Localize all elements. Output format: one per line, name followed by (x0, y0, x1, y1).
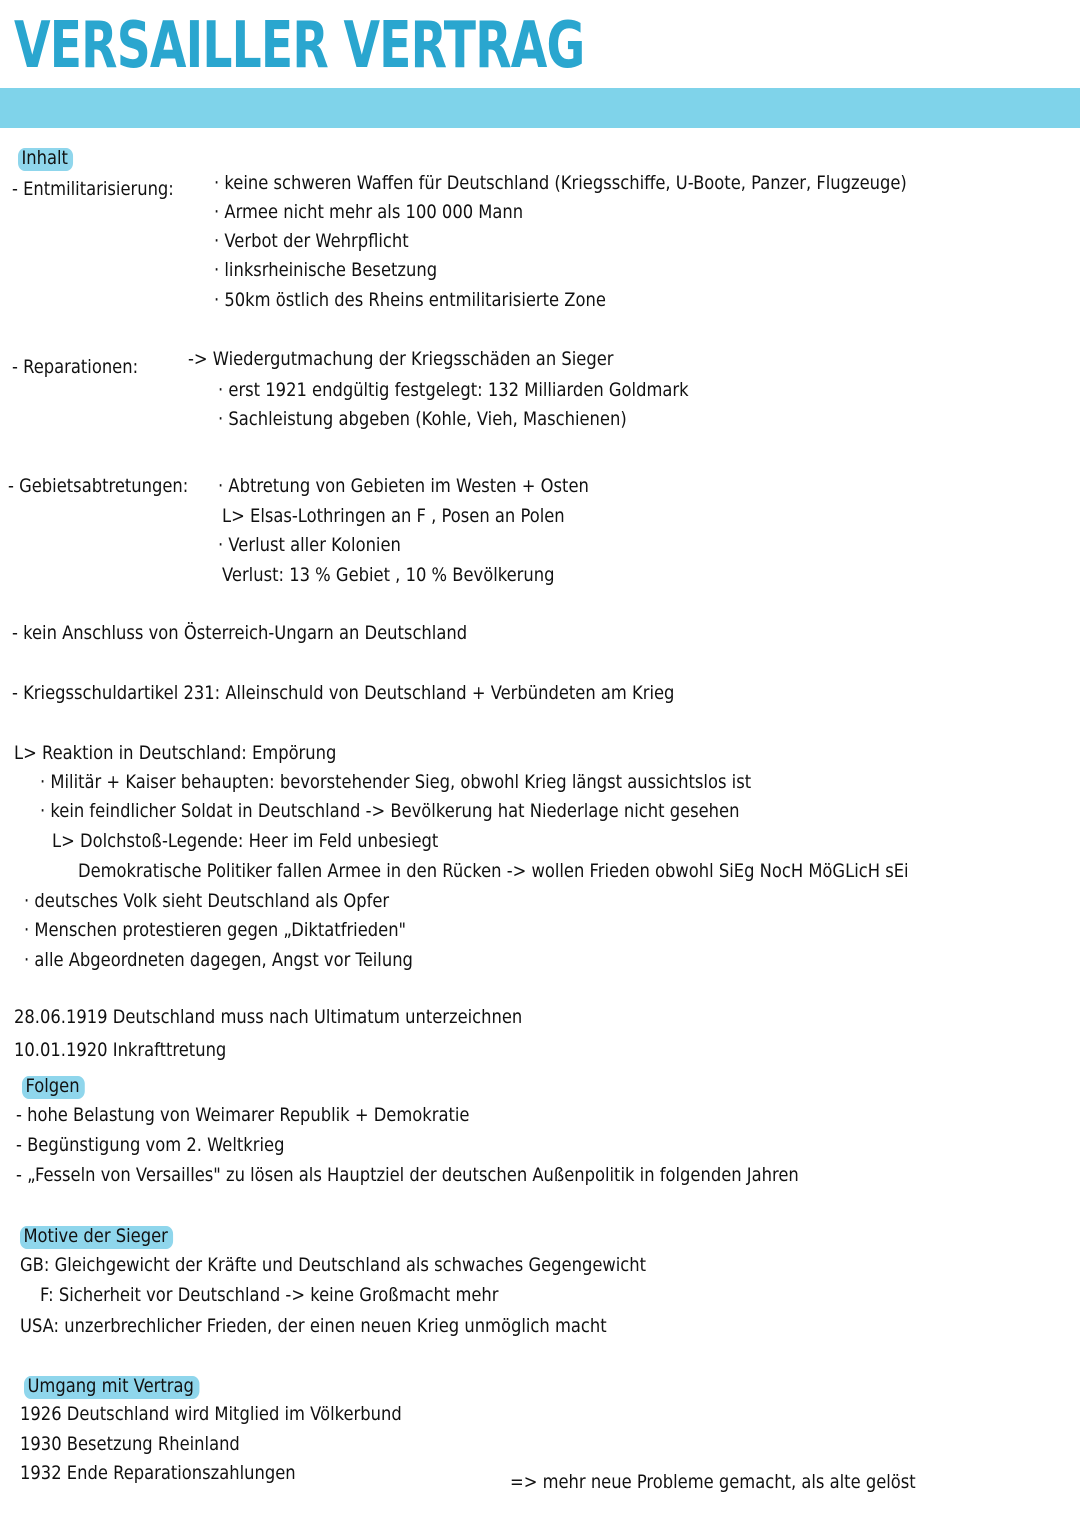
entmil-label: - Entmilitarisierung: (12, 178, 174, 200)
motive-item: F: Sicherheit vor Deutschland -> keine Großmacht mehr (40, 1284, 499, 1306)
motive-item: GB: Gleichgewicht der Kräfte und Deutschland als schwaches Gegengewicht (20, 1254, 647, 1276)
reaktion-line: Demokratische Politiker fallen Armee in den Rücken -> wollen Frieden obwohl SiEg NocH MöGLicH sEi (78, 860, 909, 882)
entmil-item: · linksrheinische Besetzung (214, 259, 438, 281)
reaktion-line: · alle Abgeordneten dagegen, Angst vor Teilung (24, 949, 413, 971)
umgang-item: 1930 Besetzung Rheinland (20, 1433, 240, 1455)
reaktion-line: · Militär + Kaiser behaupten: bevorstehender Sieg, obwohl Krieg längst aussichtslos ist (40, 771, 752, 793)
folgen-item: - hohe Belastung von Weimarer Republik + Demokratie (16, 1104, 470, 1126)
entmil-item: · 50km östlich des Rheins entmilitarisierte Zone (214, 289, 606, 311)
folgen-item: - „Fesseln von Versailles" zu lösen als Hauptziel der deutschen Außenpolitik in folgenden Jahren (16, 1164, 799, 1186)
reaktion-line: L> Dolchstoß-Legende: Heer im Feld unbesiegt (52, 830, 439, 852)
reparationen-item: · Sachleistung abgeben (Kohle, Vieh, Maschienen) (218, 408, 627, 430)
reaktion-line: · kein feindlicher Soldat in Deutschland -> Bevölkerung hat Niederlage nicht gesehen (40, 800, 740, 822)
reparationen-lead: -> Wiedergutmachung der Kriegsschäden an Sieger (188, 348, 614, 370)
motive-item: USA: unzerbrechlicher Frieden, der einen neuen Krieg unmöglich macht (20, 1315, 607, 1337)
reaktion-heading: L> Reaktion in Deutschland: Empörung (14, 742, 337, 764)
date-line: 10.01.1920 Inkrafttretung (14, 1039, 227, 1061)
kriegsschuld-line: - Kriegsschuldartikel 231: Alleinschuld von Deutschland + Verbündeten am Krieg (12, 682, 675, 704)
gebiet-item: · Abtretung von Gebieten im Westen + Osten (218, 475, 589, 497)
reaktion-line: · deutsches Volk sieht Deutschland als Opfer (24, 890, 390, 912)
section-heading-motive: Motive der Sieger (20, 1226, 173, 1249)
page-title: VERSAILLER VERTRAG (14, 9, 585, 83)
entmil-item: · Armee nicht mehr als 100 000 Mann (214, 201, 524, 223)
title-underline-bar (0, 88, 1080, 128)
gebiet-item: L> Elsas-Lothringen an F , Posen an Polen (222, 505, 565, 527)
gebiet-item: · Verlust aller Kolonien (218, 534, 401, 556)
entmil-item: · Verbot der Wehrpflicht (214, 230, 409, 252)
section-heading-umgang: Umgang mit Vertrag (24, 1376, 199, 1399)
reparationen-item: · erst 1921 endgültig festgelegt: 132 Milliarden Goldmark (218, 379, 689, 401)
reparationen-label: - Reparationen: (12, 356, 139, 378)
anschluss-line: - kein Anschluss von Österreich-Ungarn an Deutschland (12, 622, 468, 644)
date-line: 28.06.1919 Deutschland muss nach Ultimatum unterzeichnen (14, 1006, 523, 1028)
gebiet-label: - Gebietsabtretungen: (8, 475, 189, 497)
entmil-item: · keine schweren Waffen für Deutschland (Kriegsschiffe, U-Boote, Panzer, Flugzeuge) (214, 172, 907, 194)
section-heading-inhalt: Inhalt (18, 148, 73, 171)
gebiet-item: Verlust: 13 % Gebiet , 10 % Bevölkerung (222, 564, 555, 586)
umgang-fazit: => mehr neue Probleme gemacht, als alte gelöst (510, 1471, 916, 1493)
reaktion-line: · Menschen protestieren gegen „Diktatfrieden" (24, 919, 407, 941)
folgen-item: - Begünstigung vom 2. Weltkrieg (16, 1134, 285, 1156)
section-heading-folgen: Folgen (22, 1076, 85, 1099)
umgang-item: 1932 Ende Reparationszahlungen (20, 1462, 296, 1484)
umgang-item: 1926 Deutschland wird Mitglied im Völkerbund (20, 1403, 402, 1425)
